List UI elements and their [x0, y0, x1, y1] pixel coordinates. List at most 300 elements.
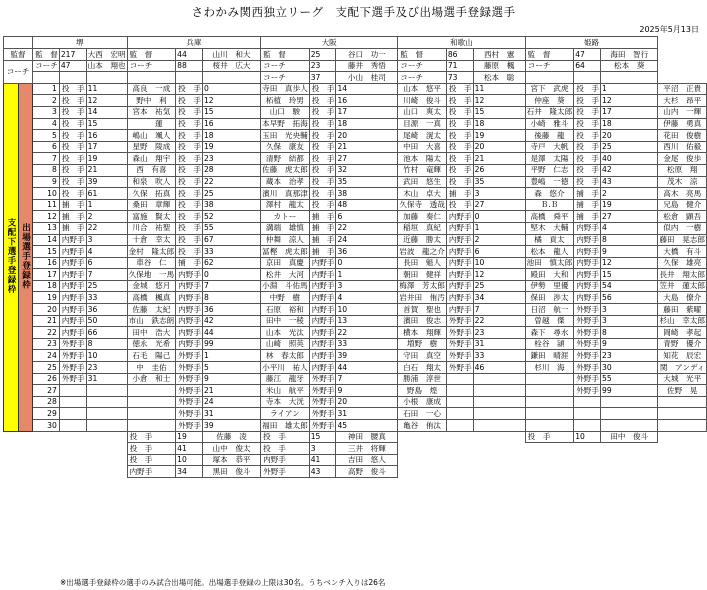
number-cell: 44: [176, 49, 203, 61]
name-cell: 岡崎 孝起: [658, 327, 707, 339]
position-cell: 外野手: [176, 362, 203, 374]
name-cell: 鎌田 晴涯: [525, 350, 574, 362]
name-cell: 長井 翔太郎: [659, 269, 705, 279]
position-cell: 投 手: [309, 106, 336, 118]
position-cell: [525, 466, 574, 478]
name-cell: 藤田 紫曜: [658, 304, 707, 316]
name-cell: 嶋山 颯人: [127, 130, 176, 142]
position-cell: 内野手: [309, 269, 336, 281]
position-cell: [525, 443, 574, 455]
number-cell: 40: [601, 153, 658, 165]
name-cell: 池田 慎太郎: [526, 258, 573, 268]
page-title: さわかみ関西独立リーグ 支配下選手及び出場選手登録選手: [191, 5, 516, 19]
name-cell: 久保寺 透哉: [399, 200, 445, 210]
name-cell: 徳永 光希: [127, 338, 176, 350]
name-cell: ライアン: [261, 408, 310, 420]
number-cell: [473, 396, 525, 408]
position-cell: [33, 466, 60, 478]
number-cell: 6: [86, 257, 127, 269]
name-cell: 澤村 龍太: [261, 199, 310, 211]
number-cell: 27: [473, 199, 525, 211]
position-cell: 外野手: [176, 408, 203, 420]
position-cell: 投 手: [309, 118, 336, 130]
name-cell: 増野 樹: [398, 338, 447, 350]
number-cell: 15: [601, 269, 658, 281]
player-row: [4, 350, 707, 362]
position-cell: コーチ: [261, 60, 310, 72]
name-cell: [127, 385, 176, 397]
team-name: 姫路: [525, 37, 658, 49]
position-cell: 内野手: [574, 234, 601, 246]
position-cell: 投 手: [574, 130, 601, 142]
name-cell: 川崎 俊斗: [398, 95, 447, 107]
name-cell: 杉川 海: [525, 362, 574, 374]
number-cell: 12: [601, 95, 658, 107]
position-cell: 投 手: [176, 199, 203, 211]
number-cell: [574, 454, 601, 466]
number-cell: 3: [336, 280, 398, 292]
number-cell: 0: [202, 83, 260, 95]
position-cell: 内野手: [59, 327, 86, 339]
name-cell: 小根 康成: [398, 396, 447, 408]
position-cell: 投 手: [176, 130, 203, 142]
row-number: 26: [33, 373, 60, 385]
row-number: 7: [33, 153, 60, 165]
number-cell: 50: [86, 315, 127, 327]
player-row: [4, 246, 707, 258]
name-cell: 森 悠介: [525, 188, 574, 200]
number-cell: 38: [336, 188, 398, 200]
position-cell: 投 手: [127, 454, 176, 466]
name-cell: 大橋 有斗: [658, 246, 707, 258]
position-cell: [398, 454, 447, 466]
position-cell: 内野手: [446, 280, 473, 292]
number-cell: 23: [601, 350, 658, 362]
number-cell: 6: [473, 246, 525, 258]
position-cell: 外野手: [574, 304, 601, 316]
number-cell: 22: [336, 222, 398, 234]
number-cell: 18: [473, 118, 525, 130]
position-cell: 内野手: [446, 269, 473, 281]
footnote: ※出場選手登録枠の選手のみ試合出場可能。出場選手登録の上限は30名。うちベンチ入りは26名: [60, 578, 386, 587]
position-cell: 内野手: [446, 292, 473, 304]
row-number: 27: [33, 385, 60, 397]
name-cell: 橘 貢太: [525, 234, 574, 246]
number-cell: 22: [86, 222, 127, 234]
number-cell: 55: [202, 222, 260, 234]
number-cell: 20: [336, 130, 398, 142]
number-cell: 22: [202, 176, 260, 188]
name-cell: 杉山 幸太郎: [659, 316, 705, 326]
number-cell: 2: [86, 211, 127, 223]
name-cell: 森山 翔宇: [127, 153, 176, 165]
name-cell: 金城 悠月: [127, 280, 176, 292]
position-cell: 外野手: [176, 385, 203, 397]
number-cell: 18: [202, 130, 260, 142]
number-cell: 7: [473, 304, 525, 316]
reserve-row: [4, 466, 707, 478]
number-cell: 22: [336, 327, 398, 339]
name-cell: 堅木 大輔: [525, 222, 574, 234]
name-cell: 西 有喜: [127, 164, 176, 176]
name-cell: 星野 陵成: [127, 141, 176, 153]
name-cell: 米山 航平: [261, 385, 310, 397]
active-side-label-text: 出場選手登録枠: [20, 223, 31, 290]
number-cell: [601, 408, 658, 420]
name-cell: 兄島 健介: [658, 199, 707, 211]
name-cell: 近藤 勝太: [398, 234, 447, 246]
player-row: [4, 188, 707, 200]
name-cell: 首賀 聖也: [398, 304, 447, 316]
team-header-row: [4, 37, 707, 49]
name-cell: 笠井 蓮太郎: [659, 281, 705, 291]
name-cell: 栓谷 頴: [525, 338, 574, 350]
number-cell: 12: [86, 95, 127, 107]
player-row: [4, 315, 707, 327]
position-cell: 投 手: [261, 443, 310, 455]
player-row: [4, 141, 707, 153]
position-cell: 捕 手: [59, 211, 86, 223]
name-cell: 野島 煌: [398, 385, 447, 397]
position-cell: 内野手: [309, 338, 336, 350]
name-cell: 青野 優介: [658, 338, 707, 350]
name-cell: 梅澤 芳太郎: [399, 281, 445, 291]
position-cell: 投 手: [309, 176, 336, 188]
position-cell: 投 手: [574, 118, 601, 130]
position-cell: 外野手: [261, 466, 310, 478]
name-cell: 田中 浩大: [127, 327, 176, 339]
position-cell: [33, 454, 60, 466]
position-cell: 投 手: [309, 199, 336, 211]
name-cell: [658, 408, 707, 420]
number-cell: 31: [336, 408, 398, 420]
name-cell: 寺田 真歩人: [262, 84, 308, 94]
row-number: 9: [33, 176, 60, 188]
number-cell: 22: [473, 315, 525, 327]
number-cell: 1: [473, 222, 525, 234]
position-cell: 捕 手: [59, 199, 86, 211]
team-name: 堺: [33, 37, 128, 49]
number-cell: 14: [336, 83, 398, 95]
name-cell: 京田 真慶: [261, 257, 310, 269]
name-cell: [525, 385, 574, 397]
number-cell: 71: [446, 60, 473, 72]
name-cell: 仲舞 涼人: [261, 234, 310, 246]
number-cell: 42: [601, 164, 658, 176]
name-cell: Ｂ.Ｂ: [525, 199, 574, 211]
position-cell: 投 手: [59, 95, 86, 107]
name-cell: 山内 一輝: [658, 106, 707, 118]
position-cell: 外野手: [446, 362, 473, 374]
position-cell: 内野手: [176, 280, 203, 292]
name-cell: 高木 亮馬: [658, 188, 707, 200]
number-cell: 17: [336, 106, 398, 118]
position-cell: 投 手: [525, 431, 574, 443]
player-row: [4, 222, 707, 234]
row-number: 4: [33, 118, 60, 130]
name-cell: 久保地 一馬: [128, 269, 175, 279]
row-number: 29: [33, 408, 60, 420]
name-cell: 山本 光汰: [261, 327, 310, 339]
number-cell: 23: [473, 327, 525, 339]
player-row: [4, 373, 707, 385]
number-cell: 0: [336, 257, 398, 269]
number-cell: 20: [601, 130, 658, 142]
name-cell: 佐藤 虎太郎: [262, 165, 308, 175]
position-cell: [127, 72, 176, 84]
name-cell: 岩井田 侑汚: [399, 292, 445, 302]
position-cell: 投 手: [127, 443, 176, 455]
number-cell: 25: [202, 188, 260, 200]
position-cell: 外野手: [574, 338, 601, 350]
number-cell: 39: [86, 176, 127, 188]
number-cell: [473, 408, 525, 420]
number-cell: 47: [59, 60, 86, 72]
position-cell: 外野手: [309, 408, 336, 420]
position-cell: [33, 443, 60, 455]
name-cell: [525, 373, 574, 385]
position-cell: 投 手: [309, 95, 336, 107]
name-cell: 石原 裕和: [261, 304, 310, 316]
number-cell: [446, 443, 473, 455]
position-cell: 投 手: [176, 222, 203, 234]
position-cell: 投 手: [176, 153, 203, 165]
name-cell: 朝田 健祥: [398, 269, 447, 281]
name-cell: [127, 420, 176, 432]
position-cell: 投 手: [446, 176, 473, 188]
roster-side-label: [4, 83, 19, 431]
row-number: 17: [33, 269, 60, 281]
name-cell: 後藤 龍: [525, 130, 574, 142]
number-cell: 15: [86, 118, 127, 130]
number-cell: 30: [601, 362, 658, 374]
position-cell: [59, 420, 86, 432]
number-cell: 10: [336, 304, 398, 316]
position-cell: 投 手: [176, 83, 203, 95]
name-cell: 山崎 照英: [261, 338, 310, 350]
player-row: [4, 211, 707, 223]
row-number: 30: [33, 420, 60, 432]
position-cell: 投 手: [574, 106, 601, 118]
name-cell: 関 アンディ: [659, 362, 705, 372]
number-cell: [601, 396, 658, 408]
name-cell: [473, 466, 525, 478]
name-cell: 中 圭佑: [127, 362, 176, 374]
position-cell: コーチ: [398, 72, 447, 84]
position-cell: 監 督: [127, 49, 176, 61]
number-cell: 8: [86, 338, 127, 350]
number-cell: 48: [336, 199, 398, 211]
roster-table: [3, 36, 707, 478]
number-cell: 3: [601, 304, 658, 316]
number-cell: 9: [601, 246, 658, 258]
row-number: 5: [33, 130, 60, 142]
name-cell: 金村 隆太郎: [128, 246, 175, 256]
number-cell: 26: [473, 164, 525, 176]
row-number: 20: [33, 304, 60, 316]
position-cell: 内野手: [59, 304, 86, 316]
name-cell: 日沼 航一: [525, 304, 574, 316]
player-row: [4, 362, 707, 374]
position-cell: 投 手: [309, 188, 336, 200]
name-cell: [202, 72, 260, 84]
position-cell: 内野手: [446, 257, 473, 269]
position-cell: 外野手: [574, 315, 601, 327]
position-cell: 投 手: [309, 141, 336, 153]
number-cell: [473, 420, 525, 432]
name-cell: 松本 葵: [601, 60, 658, 72]
number-cell: 46: [473, 362, 525, 374]
position-cell: 投 手: [309, 164, 336, 176]
name-cell: 寺本 大洸: [261, 396, 310, 408]
number-cell: 25: [601, 141, 658, 153]
number-cell: 0: [473, 211, 525, 223]
number-cell: 37: [309, 72, 336, 84]
name-cell: 田中 俊斗: [601, 431, 658, 443]
name-cell: [658, 420, 707, 432]
reserve-row: [4, 454, 707, 466]
name-cell: 藤田 晃志郎: [659, 235, 705, 244]
name-cell: 久保 康友: [261, 141, 310, 153]
position-cell: 捕 手: [574, 199, 601, 211]
name-cell: 大西 宏明: [87, 49, 126, 59]
name-cell: 石毛 陽己: [127, 350, 176, 362]
position-cell: 投 手: [59, 176, 86, 188]
name-cell: 本早野 拓海: [262, 119, 308, 129]
number-cell: 3: [473, 188, 525, 200]
position-cell: 外野手: [446, 338, 473, 350]
team-name: 和歌山: [398, 37, 525, 49]
name-cell: 松原 翔: [658, 164, 707, 176]
name-cell: [525, 408, 574, 420]
position-cell: 内野手: [176, 315, 203, 327]
row-number: 13: [33, 222, 60, 234]
number-cell: 3: [601, 315, 658, 327]
name-cell: 神田 腰真: [336, 431, 398, 443]
row-number: 21: [33, 315, 60, 327]
number-cell: 17: [86, 141, 127, 153]
row-number: 1: [33, 83, 60, 95]
number-cell: [446, 431, 473, 443]
name-cell: 池本 陽太: [398, 153, 447, 165]
name-cell: 守田 真空: [398, 350, 447, 362]
number-cell: [574, 443, 601, 455]
number-cell: 21: [86, 164, 127, 176]
position-cell: 内野手: [446, 211, 473, 223]
position-cell: [398, 466, 447, 478]
number-cell: 73: [446, 72, 473, 84]
number-cell: 35: [473, 176, 525, 188]
position-cell: 内野手: [59, 257, 86, 269]
number-cell: 99: [601, 385, 658, 397]
row-number: 12: [33, 211, 60, 223]
name-cell: 黒田 俊斗: [202, 466, 260, 478]
position-cell: 投 手: [309, 130, 336, 142]
position-cell: [525, 72, 574, 84]
number-cell: 33: [336, 338, 398, 350]
name-cell: 花田 俊樹: [658, 130, 707, 142]
position-cell: [398, 431, 447, 443]
player-row: [4, 385, 707, 397]
player-row: [4, 280, 707, 292]
position-cell: 投 手: [446, 83, 473, 95]
number-cell: 12: [601, 257, 658, 269]
name-cell: 野中 利: [127, 95, 176, 107]
number-cell: 9: [336, 385, 398, 397]
name-cell: 藤井 秀悟: [336, 60, 398, 72]
player-row: [4, 153, 707, 165]
coach-header: コーチ: [4, 60, 33, 83]
position-cell: 投 手: [574, 83, 601, 95]
manager-row: [4, 49, 707, 61]
position-cell: 投 手: [59, 130, 86, 142]
position-cell: 内野手: [309, 304, 336, 316]
number-cell: 19: [176, 431, 203, 443]
name-cell: 山川 和大: [202, 49, 260, 61]
name-cell: 宮本 祐気: [127, 106, 176, 118]
number-cell: 11: [86, 83, 127, 95]
name-cell: 富施 賢太: [127, 211, 176, 223]
position-cell: 内野手: [261, 454, 310, 466]
name-cell: 高橋 楓真: [127, 292, 176, 304]
name-cell: 中野 樹: [261, 292, 310, 304]
position-cell: 監 督: [398, 49, 447, 61]
coach-row: [4, 72, 707, 84]
number-cell: 5: [202, 362, 260, 374]
number-cell: 44: [336, 362, 398, 374]
name-cell: 山中 俊太: [202, 443, 260, 455]
name-cell: 横本 翔輝: [398, 327, 447, 339]
name-cell: [473, 443, 525, 455]
position-cell: 外野手: [59, 350, 86, 362]
name-cell: 溝端 雄慎: [261, 222, 310, 234]
position-cell: 投 手: [176, 188, 203, 200]
position-cell: コーチ: [525, 60, 574, 72]
name-cell: 勝浦 淳世: [398, 373, 447, 385]
position-cell: 内野手: [309, 257, 336, 269]
row-number: 23: [33, 338, 60, 350]
number-cell: 20: [336, 396, 398, 408]
number-cell: [601, 420, 658, 432]
position-cell: [574, 396, 601, 408]
name-cell: 知花 辰宏: [658, 350, 707, 362]
number-cell: 9: [601, 338, 658, 350]
name-cell: [86, 443, 127, 455]
position-cell: コーチ: [33, 60, 60, 72]
position-cell: 内野手: [59, 234, 86, 246]
position-cell: [398, 443, 447, 455]
position-cell: [446, 373, 473, 385]
name-cell: 保田 渉太: [525, 292, 574, 304]
name-cell: 宮下 武虎: [525, 83, 574, 95]
number-cell: 43: [601, 176, 658, 188]
number-cell: 19: [473, 130, 525, 142]
name-cell: 松本 聡: [473, 72, 525, 84]
position-cell: 捕 手: [59, 222, 86, 234]
position-cell: 投 手: [59, 188, 86, 200]
name-cell: 三井 将輝: [336, 443, 398, 455]
position-cell: 外野手: [309, 373, 336, 385]
number-cell: 61: [86, 188, 127, 200]
number-cell: 15: [473, 106, 525, 118]
number-cell: 18: [601, 118, 658, 130]
number-cell: 24: [202, 396, 260, 408]
position-cell: 投 手: [59, 164, 86, 176]
position-cell: 監 督: [525, 49, 574, 61]
position-cell: 投 手: [574, 141, 601, 153]
name-cell: 木山 卓大: [398, 188, 447, 200]
name-cell: [601, 454, 658, 466]
